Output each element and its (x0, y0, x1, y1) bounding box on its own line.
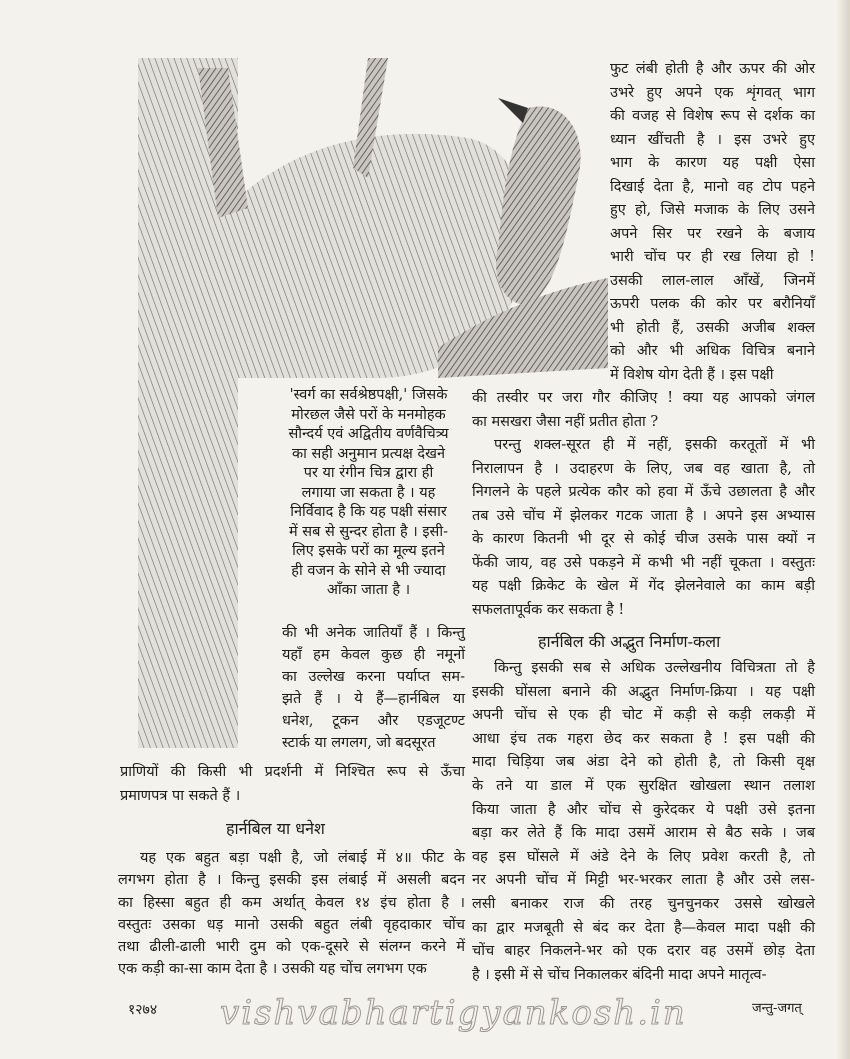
text-line: लसी बनाकर राज की तरह चुनचुनकर उससे खोखले (472, 895, 815, 912)
illustration-beak (498, 98, 528, 123)
text-line: फेंकी जाय, वह उसे पकड़ने में कभी भी नहीं चूकता । वस्तुतः (472, 554, 815, 571)
text-line: यह पक्षी क्रिकेट के खेल में गेंद झेलनेवाले का काम बड़ी (472, 578, 815, 594)
text-line: नर अपनी चोंच में मिट्टी भर-भरकर लाता है और उसे लस- (472, 872, 815, 889)
text-line: लगाया जा सकता है । यह (301, 484, 436, 501)
text-line: ही वजन के सोने से भी ज्यादा (291, 562, 446, 579)
text-line: को और भी अधिक विचित्र बनाने (610, 343, 815, 359)
text-line: भारी चोंच पर ही रख लिया हो ! (610, 249, 815, 265)
text-line: की तस्वीर पर जरा गौर कीजिए ! क्या यह आपको जंगल (472, 390, 815, 406)
text-line: परन्तु शक्ल-सूरत ही में नहीं, इसकी करतूतों में भी (494, 437, 815, 453)
text-line: में विशेष योग देती हैं । इस पक्षी (610, 366, 774, 383)
text-line: की भी अनेक जातियाँ हैं । किन्तु (282, 625, 465, 641)
text-line: के तने या डाल में एक सुरक्षित खोखला स्थान तलाश (472, 777, 815, 794)
text-line: का मसखरा जैसा नहीं प्रतीत होता ? (472, 413, 659, 430)
text-line: आँका जाता है । (326, 582, 411, 598)
right-column-nest-paragraph (472, 657, 815, 987)
text-line: झते हैं । ये हैं—हार्नबिल या (282, 691, 465, 707)
text-line: अपनी चोंच से एक ही चोट में कड़ी से कड़ी लकड़ी में (472, 707, 815, 724)
watermark: vishvabhartigyankosh.in (220, 993, 687, 1033)
text-line: के कारण कितनी भी दूर से कोई चीज उसके पास क्यों न (472, 531, 815, 547)
right-column-top-paragraph (610, 58, 815, 387)
text-line: की वजह से विशेष रूप से दर्शक का (610, 108, 815, 124)
text-line: इसकी घोंसला बनाने की अद्भुत निर्माण-क्रिया । यह पक्षी (472, 683, 815, 700)
text-line: दिखाई देता है, मानो वह टोप पहने (610, 178, 815, 195)
text-line: सफलतापूर्वक कर सकता है ! (472, 601, 625, 618)
text-line: का सही अनुमान प्रत्यक्ष देखने (291, 445, 446, 462)
text-line: किया जाता है और चोंच से कुरेदकर ये पक्षी उसे इतना (472, 801, 815, 818)
text-line: चोंच बाहर निकलने-भर को एक दरार वह उसमें छोड़ देता (472, 943, 815, 960)
text-line: तथा ढीली-ढाली भारी दुम को एक-दूसरे से संलग्न करने में (118, 939, 465, 956)
text-line: मोरछल जैसे परों के मनमोहक (291, 406, 446, 423)
text-line: एक कड़ी का-सा काम देता है । उसकी यह चोंच लगभग एक (118, 961, 427, 978)
text-line: वस्तुतः उसका धड़ मानो उसकी बहुत लंबी वृहदाकार चोंच (118, 916, 465, 933)
text-line: का द्वार मजबूती से बंद कर देता है—केवल मादा पक्षी की (472, 919, 815, 936)
text-line: में सब से सुन्दर होता है । इसी- (289, 523, 448, 540)
text-line: का उल्लेख करना पर्याप्त सम- (282, 669, 465, 685)
text-line: 'स्वर्ग का सर्वश्रेष्ठपक्षी,' जिसके (289, 387, 448, 403)
text-line: लिए इसके परों का मूल्य इतने (292, 543, 445, 559)
text-line: का हिस्सा बहुत ही कम अर्थात् केवल १४ इंच होता है । (118, 894, 465, 911)
page-edge-shadow (836, 0, 850, 1059)
text-line: तब उसे चोंच में झेलकर गटक जाता है । अपने इस अभ्यास (472, 507, 815, 524)
text-line: बड़ा कर लेते हैं कि मादा उसमें आराम से बैठ सके । जब (472, 825, 815, 842)
text-line: मादा चिड़िया जब अंडा देने को होती है, तो किसी वृक्ष (472, 754, 815, 771)
right-column-paragraph (472, 387, 815, 622)
text-line: भाग के कारण यह पक्षी ऐसा (610, 155, 815, 171)
left-column-paragraph (120, 761, 465, 808)
text-line: उभरे हुए अपने एक शृंगवत् भाग (610, 84, 815, 101)
text-line: भी होती हैं, उसकी अजीब शक्ल (610, 319, 815, 336)
text-line: पर या रंगीन चित्र द्वारा ही (303, 465, 434, 481)
text-line: निर्विवाद है कि यह पक्षी संसार (290, 504, 447, 520)
text-line: ऊपरी पलक की कोर पर बरौनियाँ (610, 296, 815, 312)
section-heading-nest-building: हार्नबिल की अद्भुत निर्माण-कला (538, 632, 721, 651)
text-line: वह इस घोंसले में अंडे देने के लिए प्रवेश करती है, तो (472, 848, 815, 865)
text-line: धनेश, टूकन और एडजूटण्ट (282, 713, 465, 729)
text-line: अपने सिर पर रखने के बजाय (610, 225, 815, 242)
text-line: उसकी लाल-लाल आँखें, जिनमें (610, 272, 815, 289)
section-heading-hornbill: हार्नबिल या धनेश (226, 819, 325, 838)
text-line: हुए हो, जिसे मजाक के लिए उसने (610, 202, 815, 218)
page-number: १२७४ (128, 1002, 158, 1018)
text-line: निरालापन है । उदाहरण के लिए, जब वह खाता है, तो (472, 460, 815, 477)
text-line: स्टार्क या लगलग, जो बदसूरत (282, 735, 436, 751)
text-line: फुट लंबी होती है और ऊपर की ओर (610, 61, 815, 77)
left-column-middle-paragraph (282, 622, 465, 754)
text-line: लगभग होता है । किन्तु इसकी इस लंबाई में असली बदन (118, 872, 465, 889)
text-line: निगलने के पहले प्रत्येक कौर को हवा में ऊँचे उछालता है और (472, 484, 815, 500)
text-line: यहाँ हम केवल कुछ ही नमूनों (282, 647, 465, 663)
text-line: प्राणियों की किसी भी प्रदर्शनी में निश्चित रूप से ऊँचा (120, 764, 465, 780)
text-line: सौन्दर्य एवं अद्वितीय वर्णवैचित्र्य (288, 426, 449, 442)
illustration-caption (272, 386, 465, 601)
text-line: किन्तु इसकी सब से अधिक उल्लेखनीय विचित्रता तो है (494, 660, 815, 676)
text-line: ध्यान खींचती है । इस उभरे हुए (610, 131, 815, 148)
magazine-name: जन्तु-जगत् (752, 1001, 802, 1016)
text-line: है । इसी में से चोंच निकालकर बंदिनी मादा अपने मातृत्व- (472, 966, 767, 983)
text-line: यह एक बहुत बड़ा पक्षी है, जो लंबाई में ४॥ फीट के (140, 850, 465, 866)
text-line: प्रमाणपत्र पा सकते हैं । (120, 787, 241, 804)
illustration-bird-head (496, 106, 581, 304)
text-line: आधा इंच तक गहरा छेद कर सकता है ! इस पक्षी की (472, 730, 815, 747)
hornbill-paragraph (118, 847, 465, 981)
